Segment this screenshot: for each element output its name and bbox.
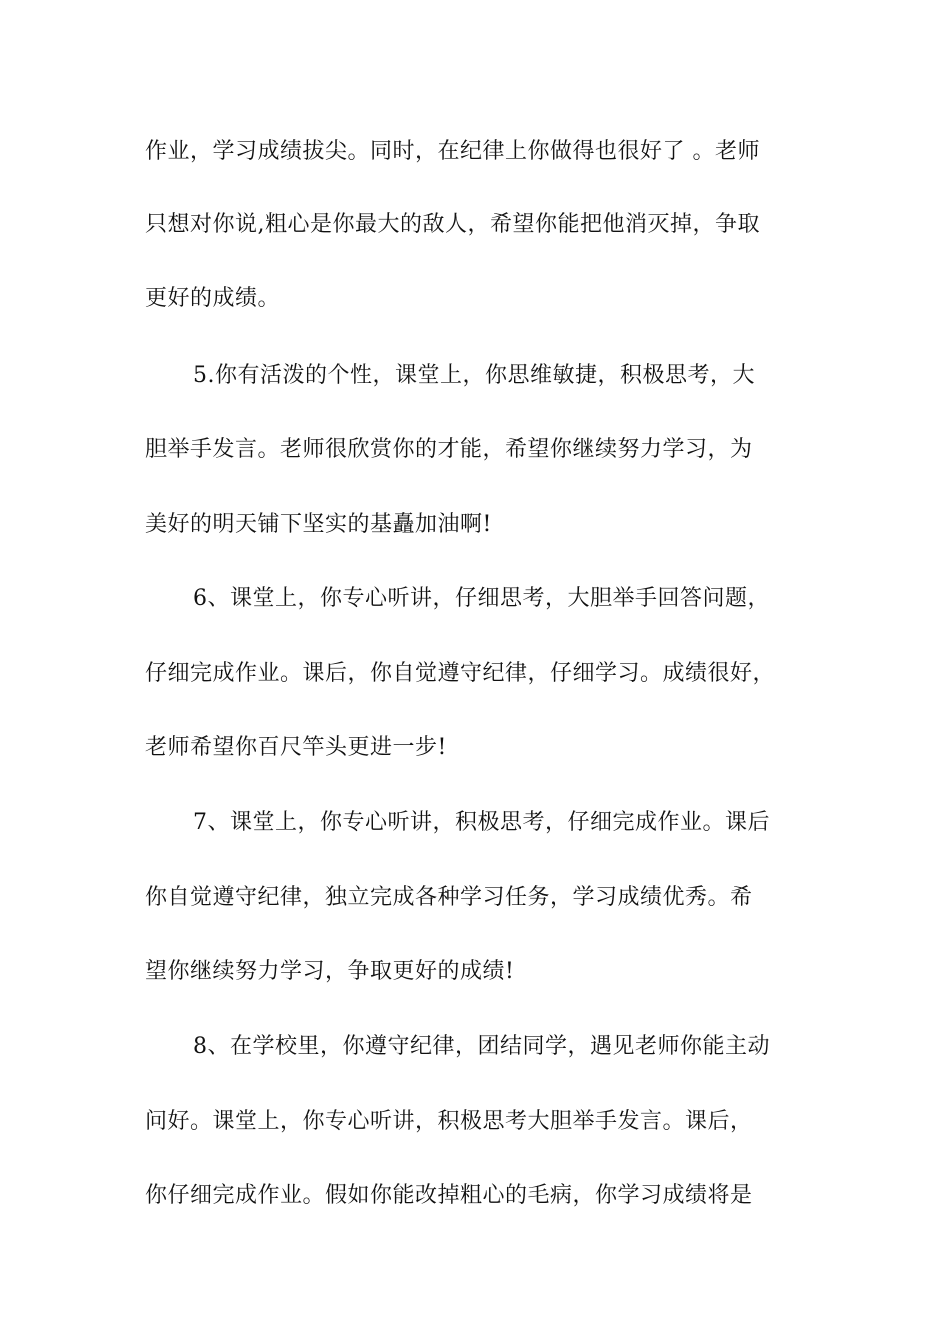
text-line: 问好。课堂上，你专心听讲，积极思考大胆举手发言。课后， — [145, 1109, 753, 1134]
text-line: 更好的成绩。 — [145, 286, 281, 311]
text-line: 8、在学校里，你遵守纪律，团结同学，遇见老师你能主动 — [193, 1034, 770, 1059]
text-line: 老师希望你百尺竿头更进一步! — [145, 735, 447, 760]
text-line: 美好的明天铺下坚实的基矗加油啊! — [145, 512, 492, 537]
text-line: 作业，学习成绩拔尖。同时，在纪律上你做得也很好了 。老师 — [145, 139, 760, 164]
text-line: 只想对你说,粗心是你最大的敌人，希望你能把他消灭掉，争取 — [145, 212, 760, 237]
text-line: 望你继续努力学习，争取更好的成绩! — [145, 959, 515, 984]
text-line: 5.你有活泼的个性，课堂上，你思维敏捷，积极思考，大 — [193, 363, 755, 388]
text-line: 你自觉遵守纪律，独立完成各种学习任务，学习成绩优秀。希 — [145, 885, 753, 910]
text-line: 7、课堂上，你专心听讲，积极思考，仔细完成作业。课后 — [193, 810, 770, 835]
text-line: 仔细完成作业。课后，你自觉遵守纪律，仔细学习。成绩很好， — [145, 661, 776, 686]
text-line: 胆举手发言。老师很欣赏你的才能，希望你继续努力学习，为 — [145, 437, 753, 462]
text-line: 你仔细完成作业。假如你能改掉粗心的毛病，你学习成绩将是 — [145, 1183, 753, 1208]
text-line: 6、课堂上，你专心听讲，仔细思考，大胆举手回答问题， — [193, 586, 770, 611]
